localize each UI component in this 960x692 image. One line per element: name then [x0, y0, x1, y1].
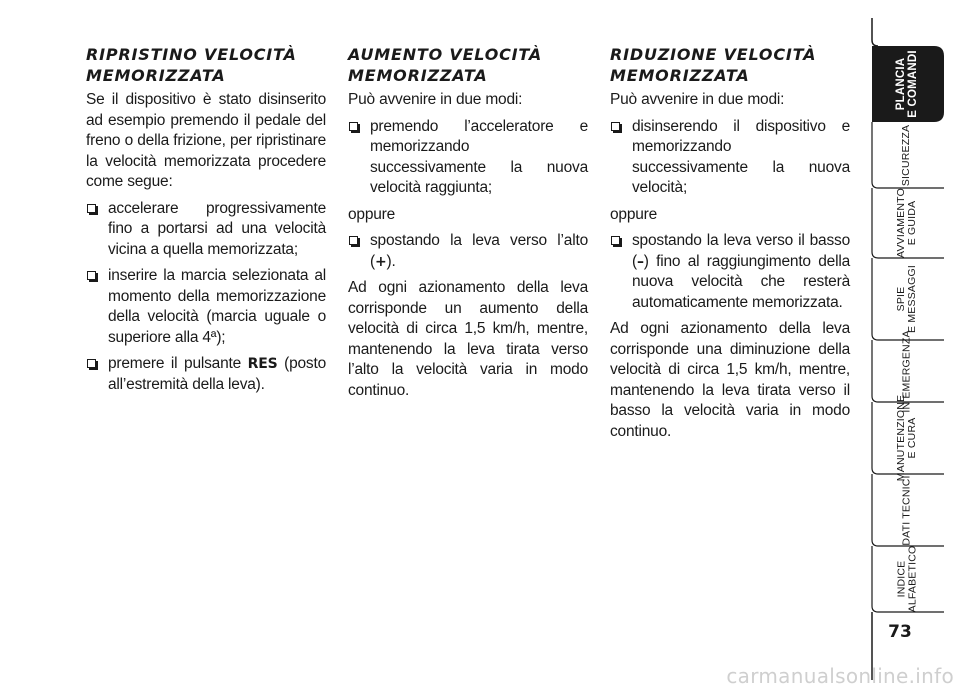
list-item-text: spostando la leva verso l’alto (: [370, 232, 588, 270]
tab-indice-alfabetico[interactable]: [870, 546, 944, 612]
list-item-text: ) fino al raggiungimento della nuova velocità che resterà automaticamente memorizzata.: [632, 252, 850, 311]
tab-label-line2: E MESSAGGI: [906, 265, 918, 333]
tab-label-line2: ALFABETICO: [906, 545, 918, 613]
intro-text: Può avvenire in due modi:: [348, 91, 523, 108]
list-item-text: disinserendo il dispositivo e memorizzando successivamente la nuova velocità;: [632, 117, 850, 196]
heading-line1: RIDUZIONE VELOCITÀ: [610, 45, 817, 64]
list-item: [610, 117, 850, 199]
plus-symbol: +: [374, 253, 387, 270]
tab-label-line1: SPIE: [895, 286, 907, 312]
res-button-label: RES: [247, 356, 278, 372]
intro-text: Può avvenire in due modi:: [610, 91, 785, 108]
heading-line1: AUMENTO VELOCITÀ: [348, 45, 543, 64]
heading-line2: MEMORIZZATA: [86, 66, 226, 85]
section-aumento: [348, 44, 588, 407]
chapter-index-sidebar: [870, 0, 960, 692]
heading-ripristino: [86, 44, 326, 86]
tab-label-line2: E GUIDA: [905, 200, 918, 246]
list-item-text: ).: [386, 252, 396, 270]
tab-spie-e-messaggi[interactable]: [870, 258, 944, 340]
tab-in-emergenza[interactable]: [870, 329, 944, 413]
tab-label-line1: IN EMERGENZA: [900, 329, 913, 413]
body-paragraph: Ad ogni azionamento della leva corrisponde una diminuzione della velocità di circa 1,5 km/h, mentre, mantenendo la leva tirata verso il basso la velocità varia in modo continuo.: [610, 320, 850, 440]
list-item: [348, 231, 588, 272]
tab-plancia-e-comandi[interactable]: [870, 46, 944, 122]
list-item-text: spostando la leva verso il basso (: [632, 232, 850, 270]
list-item-text: inserire la marcia selezionata al momento della memorizzazione della velocità (marcia uguale o superiore alla 4ª);: [108, 267, 326, 346]
heading-line2: MEMORIZZATA: [348, 66, 488, 85]
tab-label-line1: AVVIAMENTO: [894, 188, 907, 258]
list-item: [610, 231, 850, 313]
tab-label-line1: DATI TECNICI: [900, 474, 913, 546]
tab-dati-tecnici[interactable]: [870, 474, 944, 546]
checkbox-bullet-icon: [87, 359, 96, 368]
page-number: 73: [888, 622, 912, 642]
tab-manutenzione-e-cura[interactable]: [870, 394, 944, 482]
tab-label-line2: E COMANDI: [906, 50, 919, 118]
list-item-text: (posto all’estremità della leva).: [108, 355, 327, 393]
checkbox-bullet-icon: [349, 122, 358, 131]
tab-sicurezza[interactable]: [870, 122, 944, 188]
checkbox-bullet-icon: [87, 271, 96, 280]
list-item-text: accelerare progressivamente fino a portarsi ad una velocità vicina a quella memorizzata;: [108, 199, 326, 258]
list-item: [86, 354, 326, 395]
list-item-text: premere il pulsante: [108, 355, 242, 372]
list-item: [348, 117, 588, 199]
list-item: [86, 199, 326, 261]
checkbox-bullet-icon: [611, 122, 620, 131]
or-text: oppure: [610, 205, 658, 223]
checkbox-bullet-icon: [611, 236, 620, 245]
tab-label-line1: INDICE: [895, 560, 907, 598]
watermark-url: carmanualsonline.info: [726, 664, 954, 688]
section-ripristino: [86, 44, 326, 401]
checkbox-bullet-icon: [349, 236, 358, 245]
or-text: oppure: [348, 205, 396, 223]
tab-label-line1: SICUREZZA: [900, 124, 913, 186]
body-paragraph: Ad ogni azionamento della leva corrisponde un aumento della velocità di circa 1,5 km/h, mentre, mantenendo la leva tirata verso l’alto la velocità varia in modo continuo.: [348, 279, 588, 399]
heading-line2: MEMORIZZATA: [610, 66, 750, 85]
heading-line1: RIPRISTINO VELOCITÀ: [86, 45, 297, 64]
heading-aumento: [348, 44, 588, 86]
tab-avviamento-e-guida[interactable]: [870, 188, 944, 258]
section-riduzione: [610, 44, 850, 448]
list-item-text: premendo l’acceleratore e memorizzando successivamente la nuova velocità raggiunta;: [370, 117, 588, 196]
intro-text: Se il dispositivo è stato disinserito ad esempio premendo il pedale del freno o della frizione, per ripristinare la velocità memorizzata procedere come segue:: [86, 91, 326, 190]
minus-symbol: –: [636, 253, 644, 270]
tab-label-line1: MANUTENZIONE: [895, 394, 907, 482]
checkbox-bullet-icon: [87, 204, 96, 213]
tab-label-line1: PLANCIA: [894, 57, 907, 111]
tab-label-line2: E CURA: [906, 417, 918, 459]
list-item: [86, 266, 326, 348]
heading-riduzione: [610, 44, 850, 86]
